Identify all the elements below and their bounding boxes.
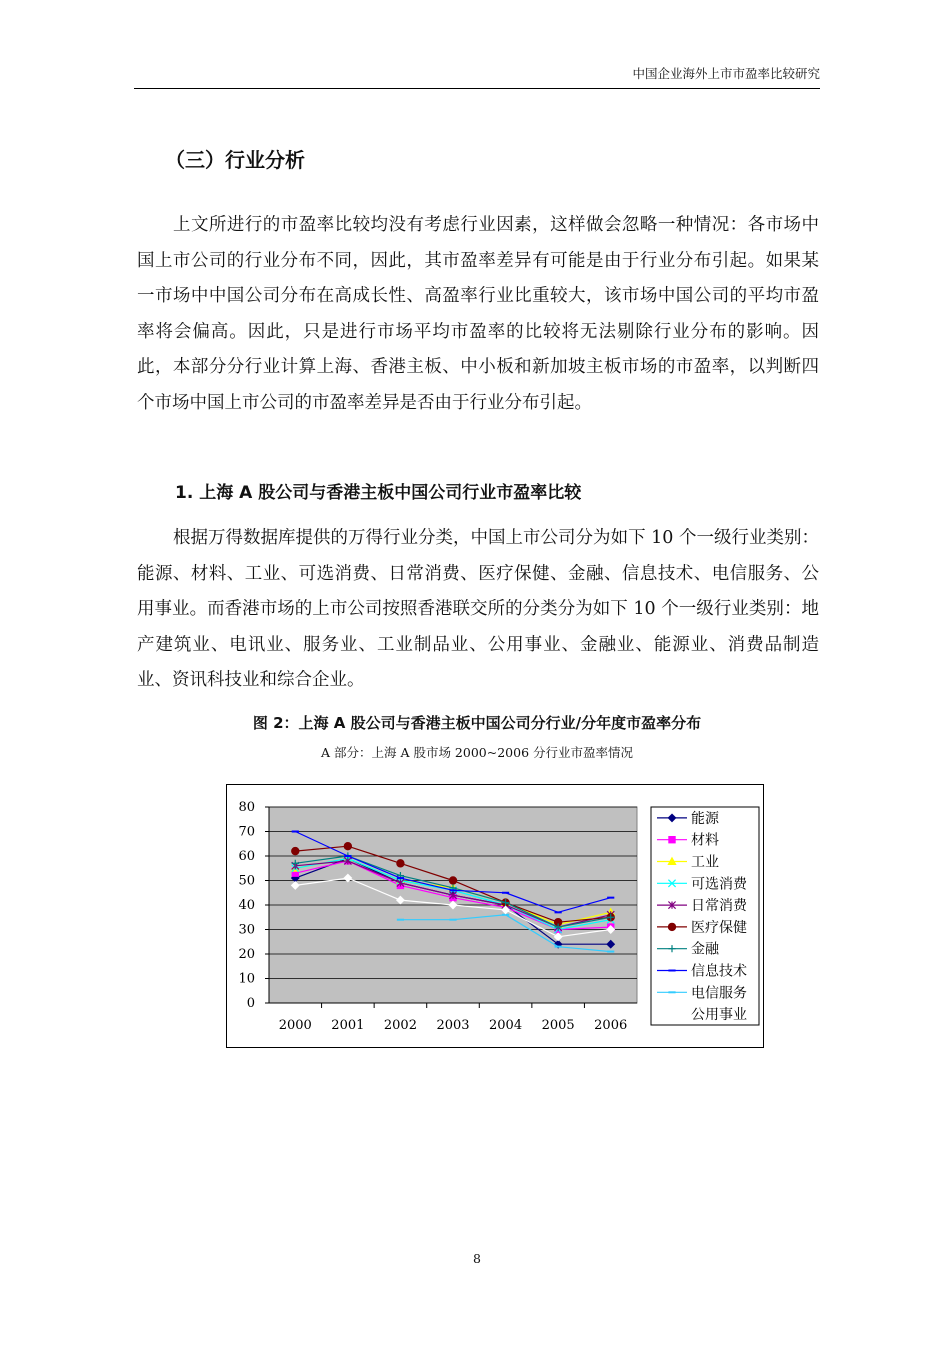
y-tick-label: 70 xyxy=(238,824,255,840)
legend-label: 材料 xyxy=(691,832,719,849)
y-tick-label: 20 xyxy=(238,947,255,962)
legend-label: 工业 xyxy=(691,854,719,871)
subsection-title: 1. 上海 A 股公司与香港主板中国公司行业市盈率比较 xyxy=(175,483,582,503)
legend-label: 金融 xyxy=(691,941,719,958)
paragraph-industry-classification: 根据万得数据库提供的万得行业分类，中国上市公司分为如下 10 个一级行业类别：能源、材料、工业、可选消费、日常消费、医疗保健、金融、信息技术、电信服务、公用事业。而香港市场的上市公司按照香港联交所的分类分为如下 10 个一级行业类别：地产建筑业、电讯业、服务业、工业制品业、公用事业、金融业、能源业、消费品制造业、资讯科技业和综合企业。 xyxy=(137,528,819,690)
paragraph-industry-intro: 上文所进行的市盈率比较均没有考虑行业因素，这样做会忽略一种情况：各市场中国上市公司的行业分布不同，因此，其市盈率差异有可能是由于行业分布引起。如果某一市场中中国公司分布在高成长性、高盈率行业比重较大，该市场中国公司的平均市盈率将会偏高。因此，只是进行市场平均市盈率的比较将无法剔除行业分布的影响。因此，本部分分行业计算上海、香港主板、中小板和新加坡主板市场的市盈率，以判断四个市场中国上市公司的市盈率差异是否由于行业分布引起。 xyxy=(137,215,819,413)
figure-caption: 图 2：上海 A 股公司与香港主板中国公司分行业/分年度市盈率分布 xyxy=(252,714,702,732)
legend-swatch-marker xyxy=(668,923,675,930)
legend-label: 电信服务 xyxy=(691,985,747,1002)
y-tick-label: 80 xyxy=(238,800,255,815)
x-tick-label: 2004 xyxy=(489,1018,523,1033)
y-tick-label: 10 xyxy=(238,971,255,987)
legend-label: 能源 xyxy=(691,810,719,827)
x-tick-label: 2006 xyxy=(594,1018,628,1033)
legend-label: 日常消费 xyxy=(691,898,747,915)
legend-swatch-marker xyxy=(669,837,675,843)
y-tick-label: 50 xyxy=(238,873,255,889)
y-tick-label: 60 xyxy=(238,849,255,864)
x-tick-label: 2000 xyxy=(278,1018,312,1033)
page-number: 8 xyxy=(473,1251,481,1266)
header-rule xyxy=(134,88,820,89)
data-point xyxy=(344,843,351,850)
x-tick-label: 2005 xyxy=(541,1018,575,1033)
data-point xyxy=(449,877,456,884)
data-point xyxy=(397,860,404,867)
y-tick-label: 30 xyxy=(238,922,255,938)
legend-label: 医疗保健 xyxy=(691,919,747,936)
chart-frame xyxy=(226,784,764,1048)
x-tick-label: 2002 xyxy=(383,1018,417,1033)
legend-label: 可选消费 xyxy=(691,876,747,893)
data-point xyxy=(292,848,299,855)
legend-label: 公用事业 xyxy=(691,1007,747,1024)
running-header: 中国企业海外上市市盈率比较研究 xyxy=(632,66,820,81)
y-tick-label: 0 xyxy=(246,996,255,1011)
section-title: （三）行业分析 xyxy=(165,148,305,172)
legend-label: 信息技术 xyxy=(691,963,747,980)
pe-ratio-line-chart xyxy=(227,785,763,1047)
figure-subcaption: A 部分：上海 A 股市场 2000~2006 分行业市盈率情况 xyxy=(320,745,634,760)
x-tick-label: 2003 xyxy=(436,1018,470,1033)
y-tick-label: 40 xyxy=(238,898,255,913)
x-tick-label: 2001 xyxy=(331,1018,365,1033)
